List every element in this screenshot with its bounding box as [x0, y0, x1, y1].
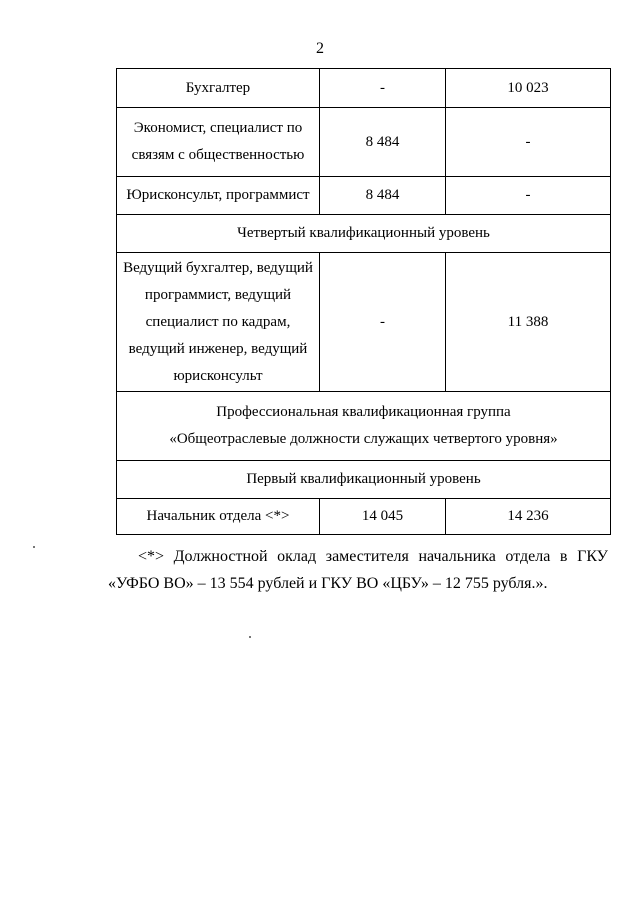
- value-cell: 14 236: [446, 499, 611, 535]
- scan-speck: [249, 636, 251, 638]
- value-cell: 8 484: [320, 108, 446, 177]
- value-cell: 11 388: [446, 253, 611, 392]
- table-row: [117, 108, 611, 177]
- value-cell: 10 023: [446, 69, 611, 108]
- level-heading: Четвертый квалификационный уровень: [117, 215, 611, 253]
- page-number: 2: [316, 40, 324, 57]
- scan-speck: [33, 546, 35, 548]
- position-cell: Бухгалтер: [117, 69, 320, 108]
- table-row: [117, 69, 611, 108]
- position-cell: Ведущий бухгалтер, ведущий программист, ведущий специалист по кадрам, ведущий инженер, ведущий юрисконсульт: [117, 253, 320, 392]
- table-row: [117, 177, 611, 215]
- table-row: [117, 499, 611, 535]
- table-row: [117, 253, 611, 392]
- value-cell: 14 045: [320, 499, 446, 535]
- value-cell: 8 484: [320, 177, 446, 215]
- position-cell: Экономист, специалист по связям с общественностью: [117, 108, 320, 177]
- level-heading: Первый квалификационный уровень: [117, 461, 611, 499]
- value-cell: -: [320, 69, 446, 108]
- value-cell: -: [446, 177, 611, 215]
- position-cell: Юрисконсульт, программист: [117, 177, 320, 215]
- group-heading-line: Профессиональная квалификационная группа: [216, 404, 511, 420]
- group-row: [117, 392, 611, 461]
- value-cell: -: [320, 253, 446, 392]
- value-cell: -: [446, 108, 611, 177]
- level-row: [117, 215, 611, 253]
- footnote-text: <*> Должностной оклад заместителя начальника отдела в ГКУ «УФБО ВО» – 13 554 рублей и ГКУ ВО «ЦБУ» – 12 755 рубля.».: [108, 548, 608, 592]
- position-cell: Начальник отдела <*>: [117, 499, 320, 535]
- group-heading: [117, 392, 611, 461]
- group-heading-line: «Общеотраслевые должности служащих четвертого уровня»: [169, 431, 558, 447]
- salary-table: [116, 68, 611, 535]
- level-row: [117, 461, 611, 499]
